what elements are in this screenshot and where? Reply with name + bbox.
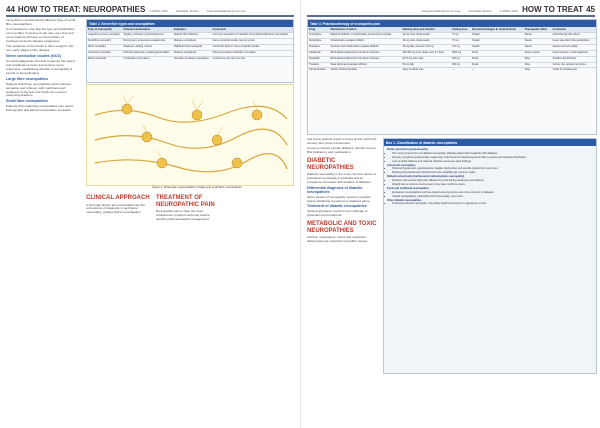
table-cell: 10 mg nocte, titrate weekly [401, 33, 451, 39]
intro-paragraph: It is important to note that the type and distribution of nerve fibre involvement can vary over time and some patients will have a mixed pattern of involvement as the disease progresses. [6, 27, 75, 44]
table-cell: Days [524, 56, 552, 62]
section-text: Diabetic neuropathy is the most common cause of peripheral neuropathy in Australia and its prevalence increases with duration of diabetes. [307, 172, 376, 184]
table-cell: Common presentation of metabolic and nutritional deficiency neuropathies [212, 33, 293, 39]
neuron-illustration [87, 85, 293, 185]
list-item: • Sensory symptoms predominate, beginning in the feet and progressing proximally in a glove and stocking distribution. [392, 156, 596, 159]
table-cell: Weeks [524, 33, 552, 39]
table-cell: 400 mg [451, 62, 471, 68]
table-cell: Renal [471, 50, 524, 56]
table-cell: Vasculitis, hereditary neuropathies [173, 56, 212, 61]
page-folio: 45 [586, 5, 595, 14]
section-heading: Large fibre neuropathies [6, 76, 49, 81]
table-cell: Multifocal motor neuropathy [173, 44, 212, 50]
table-cell: Burning pain, temperature sensation loss [122, 38, 172, 44]
table-cell: Weeks [524, 44, 552, 50]
table-cell: 600 mg [451, 56, 471, 62]
table-row [308, 68, 596, 73]
table-header: Type of neuropathy [87, 27, 122, 33]
table-cell: Seizure risk, serotonin syndrome [552, 62, 596, 68]
list-item: • Entrapment neuropathies such as carpal tunnel syndrome are more common in diabetes. [392, 191, 596, 194]
header-brand: Australian Doctor [175, 9, 199, 13]
table-cell: Weeks [524, 38, 552, 44]
table-cell: Binds alpha-2-delta subunit of calcium channels [330, 50, 402, 56]
table-header: Comments [212, 27, 293, 33]
table-cell: Duloxetine [308, 44, 330, 50]
body-paragraph: Common causes include diabetes, alcohol excess, B12 deficiency and medications. [307, 146, 377, 155]
right-column-1 [307, 138, 377, 246]
table-title: Table 3. Pharmacotherapy of neuropathic pain [308, 20, 596, 27]
table-cell: Involvement may vary over time [212, 56, 293, 61]
table-cell: Motor neuropathy [87, 44, 122, 50]
table-cell: 75 mg [451, 33, 471, 39]
table-header: Drug [308, 27, 330, 33]
table-cell: Weakness, wasting, cramps [122, 44, 172, 50]
section-text: Patients with small fibre neuropathies may report burning pain and altered temperature sensation. [6, 104, 73, 113]
section-text: A thorough history and examination are the cornerstone of diagnosis in peripheral neuropathy, guiding further investigation. [86, 202, 145, 215]
table-cell: Sodium channel blockade [330, 68, 402, 73]
section-heading: METABOLIC AND TOXIC NEUROPATHIES [307, 221, 377, 234]
table-cell: Serotonin and noradrenaline reuptake inhibition [330, 44, 402, 50]
section-text: Other causes of neuropathy must be excluded before attributing symptoms to diabetes alone. [307, 194, 371, 203]
table-title: Table 2. Nerve fibre types and neuropathies [87, 20, 293, 27]
table-header: Ceiling dose [451, 27, 471, 33]
header-date: 1 APRIL 2012 [499, 9, 519, 13]
table-cell: Gabapentin [308, 50, 330, 56]
table-cell: Postural hypotension, sweating abnormalities [122, 50, 172, 56]
table-cell: Diabetes, amyloidosis [173, 50, 212, 56]
list-item: • Cranial neuropathies, particularly third nerve palsy, may occur. [392, 195, 596, 198]
list-item: • Postural hypotension, gastroparesis, bladder dysfunction and erectile dysfunction may occur. [392, 167, 596, 170]
list-item: • Loss of ankle reflexes and reduced vibration sense are early findings. [392, 160, 596, 163]
section-heading: Treatment of diabetic neuropathies [307, 204, 367, 209]
table-cell: 3600 mg [451, 50, 471, 56]
table-cell: 100-300 mg nocte, titrate every 3-7 days [401, 50, 451, 56]
table-header: Comments [552, 27, 596, 33]
pharmacotherapy-table [307, 19, 597, 135]
table-header: Excretion/changes in renal function [471, 27, 524, 33]
page-title: HOW TO TREAT: NEUROPATHIES [17, 5, 146, 14]
list-item: • Treatment-induced neuropathy may follow rapid improvement in glycaemic control. [392, 202, 596, 205]
header-rule [307, 15, 595, 17]
table-cell: Hepatic [471, 44, 524, 50]
table-cell: Days [524, 68, 552, 73]
table-cell: Binds alpha-2-delta subunit of calcium channels [330, 56, 402, 62]
table-cell: Hepatic [471, 33, 524, 39]
right-header [307, 3, 595, 14]
header-url: www.australiandoctor.com.au [421, 9, 461, 13]
table-cell: Small fibre neuropathy [87, 38, 122, 44]
table-row [87, 56, 293, 61]
section-heading: Small fibre neuropathies [6, 99, 48, 104]
table-cell: 50 mg daily [401, 62, 451, 68]
table-cell: Nausea common initially [552, 44, 596, 50]
box-list [387, 148, 596, 206]
table-cell: Balanced inhibition of noradrenaline and serotonin reuptake [330, 33, 402, 39]
table-cell: Pregabalin [308, 56, 330, 62]
table-cell: Autonomic neuropathy [87, 50, 122, 56]
table-cell: 75 mg [451, 38, 471, 44]
list-item: • Weight loss is common and recovery may take months to years. [392, 183, 596, 186]
box-subheading: Other diabetic neuropathies [387, 198, 422, 202]
table-header: Starting dose and titration [401, 27, 451, 33]
header-url: www.australiandoctor.com.au [206, 9, 246, 13]
table-cell: Noradrenaline reuptake inhibition [330, 38, 402, 44]
table-header: Examples [173, 27, 212, 33]
table-cell: 30 mg daily, increase to 60 mg [401, 44, 451, 50]
table-cell: Useful for localised pain [552, 68, 596, 73]
page-title: HOW TO TREAT [522, 5, 584, 14]
table-cell: Conduction block on nerve conduction studies [212, 44, 293, 50]
table-cell: 25-75 mg twice daily [401, 56, 451, 62]
list-item: • Presents with severe thigh pain followed by proximal leg weakness and wasting. [392, 179, 596, 182]
box-title: Box 1. Classification of diabetic neuropathies [384, 139, 596, 146]
box-subheading: Focal and multifocal neuropathies [387, 186, 430, 190]
table-cell: Large fibre sensory neuropathy [87, 33, 122, 39]
section-text: Optimal glycaemic control is the mainstay of prevention and treatment. [307, 209, 368, 218]
header-date: 1 APRIL 2012 [149, 9, 168, 13]
intro-paragraph: The weakness of the hands is often sought in the very early stages of the disease. [6, 44, 74, 53]
section-heading: TREATMENT OF NEUROPATHIC PAIN [156, 195, 215, 208]
table-grid [308, 27, 596, 73]
right-page [300, 0, 600, 428]
table-header: Mechanism of action [330, 27, 402, 33]
box-subheading: Distal symmetric polyneuropathy [387, 148, 428, 151]
left-column-1 [6, 19, 78, 115]
table-cell: Combination of the above [122, 56, 172, 61]
table-header: Therapeutic effect [524, 27, 552, 33]
table-cell: Mixed neuropathy [87, 56, 122, 61]
header-brand: Australian Doctor [468, 9, 492, 13]
table-cell: Diabetes, amyloidosis [173, 38, 212, 44]
table-cell: Topical lidocaine [308, 68, 330, 73]
table-cell: Diabetic, B12 deficiency [173, 33, 212, 39]
table-cell: 120 mg [451, 44, 471, 50]
table-header: Clinical manifestation [122, 27, 172, 33]
body-paragraph: and some patients report a mixed picture with both sensory and motor involvement. [307, 137, 377, 145]
table-cell: Sedation and dizziness [552, 56, 596, 62]
table-cell: Hepatic [471, 38, 524, 44]
table-cell: — [471, 68, 524, 73]
section-text: Neuropathic pain is often the most troublesome symptom and may require specific pharmacological management. [156, 209, 210, 221]
intro-paragraph: nerve fibre is predominantly affected (type of small fibre neuropathies). [6, 18, 76, 26]
page-folio: 44 [6, 5, 15, 14]
table-cell: Weak opioid and reuptake inhibition [330, 62, 402, 68]
section-heading: CLINICAL APPROACH [86, 195, 150, 201]
section-text: Alcohol, medications, toxins and nutritional deficiencies are important reversible causes. [307, 235, 369, 244]
figure-1 [86, 84, 294, 186]
table-cell: 10 mg nocte, titrate weekly [401, 38, 451, 44]
table-cell: Anticholinergic side effects [552, 33, 596, 39]
table-grid [87, 27, 293, 62]
table-cell: Days to weeks [524, 50, 552, 56]
left-header [6, 3, 294, 14]
table-cell: Renal [471, 56, 524, 62]
list-item: • The most common form of diabetic neuropathy, affecting about half of patients with diabetes. [392, 152, 596, 155]
list-item: • Resting tachycardia and reduced heart rate variability are common signs. [392, 171, 596, 174]
section-heading: Nerve conduction studies (NCS) [6, 54, 61, 59]
left-column-3 [156, 192, 220, 223]
figure-caption: Figure 1. Schematic representation of large and small fibre neuropathies. [152, 185, 243, 189]
table-cell: Days [524, 62, 552, 68]
table-cell: Amitriptyline [308, 33, 330, 39]
table-cell: Fewer side effects than amitriptyline [552, 38, 596, 44]
section-text: An electrodiagnostic test that measures the speed and amplitude of motor and sensory nerve responses, establishing whether a neuropathy is axonal or demyelinating. [6, 59, 75, 75]
table-cell: Dose reduction in renal impairment [552, 50, 596, 56]
section-heading: DIABETIC NEUROPATHIES [307, 158, 354, 171]
table-cell: Nerve conduction studies may be normal [212, 38, 293, 44]
table-cell: — [451, 68, 471, 73]
table-cell: Tingling, numbness, proprioceptive loss [122, 33, 172, 39]
classification-box [383, 138, 597, 374]
box-subheading: Diabetic amyotrophy (lumbosacral radiculoplexus neuropathy) [387, 175, 465, 179]
nerve-fibre-table [86, 19, 294, 83]
header-rule [6, 15, 294, 17]
table-cell: Nortriptyline [308, 38, 330, 44]
section-text: Patients with these neuropathies show reduced sensation and reflexes, with numbness and weakness of the feet and hands as common presenting features. [6, 81, 71, 98]
left-column-2 [86, 192, 150, 217]
table-cell: Renal [471, 62, 524, 68]
box-subheading: Autonomic neuropathy [387, 163, 416, 167]
table-cell: Apply to painful area [401, 68, 451, 73]
section-heading: Differential diagnosis of diabetic neuropathies [307, 185, 363, 194]
table-cell: Often accompanies small fibre neuropathy [212, 50, 293, 56]
table-cell: Tramadol [308, 62, 330, 68]
